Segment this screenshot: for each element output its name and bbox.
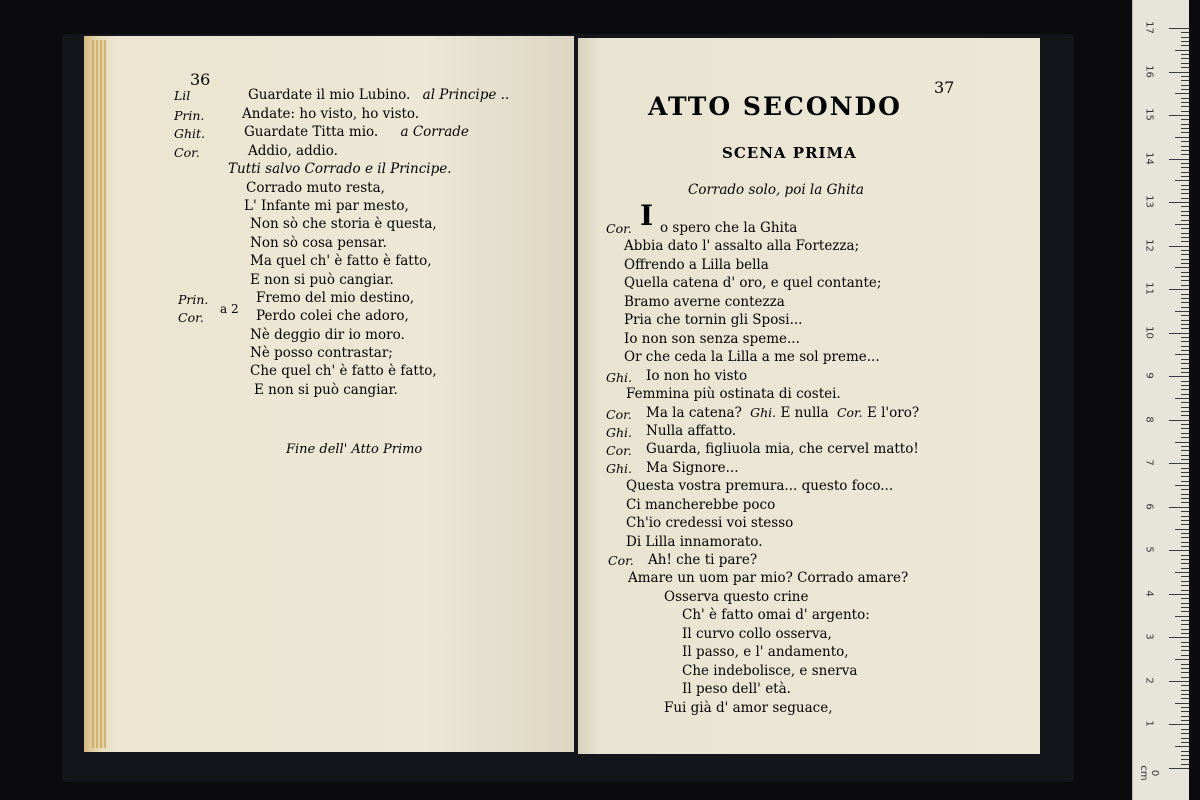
verse-line: Guardate Titta mio. a Corrade <box>244 124 469 140</box>
ruler-label: 8 <box>1143 416 1155 423</box>
ruler-tick <box>1181 350 1189 351</box>
verse-line: Femmina più ostinata di costei. <box>626 386 841 402</box>
ruler-tick <box>1181 498 1189 499</box>
ruler-tick <box>1175 180 1189 181</box>
ruler-tick <box>1181 568 1189 569</box>
ruler-tick <box>1175 50 1189 51</box>
verse-line: Che indebolisce, e snerva <box>682 663 858 679</box>
ruler-tick <box>1181 389 1189 390</box>
ruler-tick <box>1169 333 1189 334</box>
verse-line: Nulla affatto. <box>646 423 737 439</box>
ruler-tick <box>1181 581 1189 582</box>
verse-line: Ma la catena? Ghi. E nulla Cor. E l'oro? <box>646 405 920 421</box>
ruler-tick <box>1181 755 1189 756</box>
ruler-tick <box>1169 72 1189 73</box>
ruler-tick <box>1181 106 1189 107</box>
ruler-tick <box>1181 668 1189 669</box>
ruler-tick <box>1181 307 1189 308</box>
ruler-label: 2 <box>1143 677 1155 684</box>
ruler-tick <box>1181 119 1189 120</box>
verse-line: Nè deggio dir io moro. <box>250 327 405 343</box>
verse-line: Nè posso contrastar; <box>250 345 393 361</box>
ruler-tick <box>1181 555 1189 556</box>
ruler-tick <box>1169 159 1189 160</box>
verse-line: Io non ho visto <box>646 368 748 384</box>
ruler-tick <box>1181 206 1189 207</box>
ruler-tick <box>1181 128 1189 129</box>
ruler-tick <box>1169 420 1189 421</box>
ruler-tick <box>1181 633 1189 634</box>
ruler-tick <box>1181 124 1189 125</box>
ruler-tick <box>1181 141 1189 142</box>
ruler-label: 7 <box>1143 459 1155 466</box>
speaker-label: Prin. <box>178 292 209 307</box>
ruler-tick <box>1175 746 1189 747</box>
ruler-tick <box>1181 359 1189 360</box>
ruler-tick <box>1181 624 1189 625</box>
ruler-tick <box>1181 428 1189 429</box>
ruler-tick <box>1181 524 1189 525</box>
ruler-tick <box>1181 254 1189 255</box>
ruler-tick <box>1181 185 1189 186</box>
verse-line: Abbia dato l' assalto alla Fortezza; <box>624 238 860 254</box>
ruler-tick <box>1181 363 1189 364</box>
speaker-label: Ghi. <box>606 370 633 385</box>
ruler-tick <box>1181 711 1189 712</box>
ruler-tick <box>1181 346 1189 347</box>
ruler-tick <box>1181 263 1189 264</box>
verse-line: Che quel ch' è fatto è fatto, <box>250 363 437 379</box>
speaker-label: Cor. <box>608 553 634 568</box>
scene-title: SCENA PRIMA <box>722 144 857 162</box>
verse-line: Il peso dell' età. <box>682 681 791 697</box>
act-title: ATTO SECONDO <box>648 92 902 121</box>
ruler-label: 13 <box>1143 195 1155 208</box>
ruler-label: 3 <box>1143 633 1155 641</box>
verse-line: Ch'io credessi voi stesso <box>626 515 794 531</box>
ruler-tick <box>1175 137 1189 138</box>
ruler-tick <box>1181 328 1189 329</box>
drop-cap: I <box>640 199 654 232</box>
ruler-label: 1 <box>1143 720 1155 728</box>
ruler-tick <box>1181 468 1189 469</box>
verse-line: Ma quel ch' è fatto è fatto, <box>250 253 432 269</box>
verse-line: Ah! che ti pare? <box>648 552 758 568</box>
verse-line: Ma Signore... <box>646 460 739 476</box>
ruler-tick <box>1169 115 1189 116</box>
page-number-left: 36 <box>190 70 211 89</box>
verse-line: Ci mancherebbe poco <box>626 497 776 513</box>
a-due-marker: a 2 <box>220 302 239 316</box>
ruler-tick <box>1181 368 1189 369</box>
ruler-tick <box>1181 650 1189 651</box>
ruler-tick <box>1181 720 1189 721</box>
ruler-tick <box>1181 511 1189 512</box>
speaker-label: Ghi. <box>606 425 633 440</box>
ruler-tick <box>1169 507 1189 508</box>
ruler-tick <box>1181 642 1189 643</box>
ruler-tick <box>1181 611 1189 612</box>
ruler-tick <box>1181 585 1189 586</box>
ruler-tick <box>1181 646 1189 647</box>
speaker-label: Lil <box>174 88 191 103</box>
ruler-tick <box>1181 559 1189 560</box>
ruler-tick <box>1181 437 1189 438</box>
ruler-tick <box>1181 694 1189 695</box>
ruler-tick <box>1181 764 1189 765</box>
ruler-tick <box>1181 685 1189 686</box>
ruler-tick <box>1181 324 1189 325</box>
ruler-tick <box>1181 738 1189 739</box>
ruler-tick <box>1181 241 1189 242</box>
ruler-tick <box>1181 433 1189 434</box>
speaker-label: Ghi. <box>606 461 633 476</box>
ruler-tick <box>1181 154 1189 155</box>
verse-line: Offrendo a Lilla bella <box>624 257 769 273</box>
ruler-tick <box>1181 603 1189 604</box>
verse-line: Perdo colei che adoro, <box>256 308 409 324</box>
ruler-tick <box>1181 228 1189 229</box>
ruler-label: 15 <box>1143 108 1155 121</box>
ruler-tick <box>1181 394 1189 395</box>
ruler-tick <box>1181 607 1189 608</box>
ruler-tick <box>1181 193 1189 194</box>
ruler-tick <box>1181 494 1189 495</box>
ruler-tick <box>1181 45 1189 46</box>
ruler-tick <box>1181 58 1189 59</box>
ruler-tick <box>1181 546 1189 547</box>
page-edges <box>92 40 106 748</box>
verse-line: Guarda, figliuola mia, che cervel matto! <box>646 441 919 457</box>
ruler-label: 10 <box>1143 325 1155 339</box>
ruler-label: 16 <box>1143 64 1155 78</box>
ruler-tick <box>1169 289 1189 290</box>
speaker-label: Cor. <box>174 145 200 160</box>
ruler-tick <box>1181 132 1189 133</box>
verse-line: Osserva questo crine <box>664 589 809 605</box>
ruler-tick <box>1181 590 1189 591</box>
stage-direction: Tutti salvo Corrado e il Principe. <box>228 161 452 177</box>
ruler-tick <box>1175 442 1189 443</box>
verse-line: o spero che la Ghita <box>660 220 798 236</box>
ruler-tick <box>1181 707 1189 708</box>
ruler-tick <box>1181 233 1189 234</box>
ruler-tick <box>1181 677 1189 678</box>
ruler-tick <box>1181 655 1189 656</box>
ruler-tick <box>1181 446 1189 447</box>
ruler-tick <box>1175 267 1189 268</box>
ruler-tick <box>1181 294 1189 295</box>
verse-line: Il curvo collo osserva, <box>682 626 832 642</box>
ruler-tick <box>1181 54 1189 55</box>
ruler-tick <box>1175 616 1189 617</box>
ruler-tick <box>1181 742 1189 743</box>
ruler-tick <box>1181 520 1189 521</box>
verse-line: Questa vostra premura... questo foco... <box>626 478 894 494</box>
verse-line: Andate: ho visto, ho visto. <box>242 106 420 122</box>
ruler-tick <box>1175 398 1189 399</box>
ruler-tick <box>1181 102 1189 103</box>
ruler-tick <box>1175 311 1189 312</box>
ruler-tick <box>1181 280 1189 281</box>
ruler-label: 5 <box>1143 546 1155 554</box>
ruler-tick <box>1181 302 1189 303</box>
ruler-tick <box>1181 215 1189 216</box>
verse-line: Quella catena d' oro, e quel contante; <box>624 275 882 291</box>
ruler-tick <box>1181 629 1189 630</box>
verse-line: Non sò cosa pensar. <box>250 235 387 251</box>
ruler-tick <box>1181 211 1189 212</box>
ruler-tick <box>1181 385 1189 386</box>
speaker-label: Prin. <box>174 108 205 123</box>
ruler-label: 9 <box>1143 372 1155 379</box>
ruler-tick <box>1181 516 1189 517</box>
ruler-tick <box>1181 620 1189 621</box>
verse-line: Or che ceda la Lilla a me sol preme... <box>624 349 880 365</box>
ruler-label: 17 <box>1143 21 1155 34</box>
ruler-tick <box>1181 598 1189 599</box>
ruler-tick <box>1181 381 1189 382</box>
verse-line: Fui già d' amor seguace, <box>664 700 833 716</box>
verse-line: Amare un uom par mio? Corrado amare? <box>628 570 909 586</box>
verse-line: Io non son senza speme... <box>624 331 800 347</box>
verse-line: E non si può cangiar. <box>250 272 394 288</box>
ruler-tick <box>1181 80 1189 81</box>
ruler-tick <box>1181 41 1189 42</box>
ruler-tick <box>1169 550 1189 551</box>
ruler-tick <box>1169 768 1189 769</box>
ruler-tick <box>1181 459 1189 460</box>
ruler-tick <box>1175 93 1189 94</box>
ruler-tick <box>1181 481 1189 482</box>
ruler-tick <box>1175 354 1189 355</box>
ruler-tick <box>1181 533 1189 534</box>
ruler-tick <box>1181 315 1189 316</box>
ruler-tick <box>1181 37 1189 38</box>
ruler-tick <box>1169 202 1189 203</box>
ruler-tick <box>1181 542 1189 543</box>
ruler-tick <box>1181 537 1189 538</box>
ruler-label: 4 <box>1143 590 1155 597</box>
ruler-tick <box>1181 424 1189 425</box>
ruler-tick <box>1169 637 1189 638</box>
verse-line: Corrado muto resta, <box>246 180 385 196</box>
ruler-tick <box>1181 272 1189 273</box>
ruler-tick <box>1181 285 1189 286</box>
verse-line: Non sò che storia è questa, <box>250 216 437 232</box>
ruler-tick <box>1169 594 1189 595</box>
ruler-tick <box>1181 98 1189 99</box>
ruler-tick <box>1181 85 1189 86</box>
ruler-tick <box>1181 690 1189 691</box>
ruler-tick <box>1169 463 1189 464</box>
ruler-tick <box>1181 163 1189 164</box>
ruler-tick <box>1181 664 1189 665</box>
ruler-tick <box>1181 407 1189 408</box>
ruler-tick <box>1175 224 1189 225</box>
ruler-tick <box>1181 341 1189 342</box>
speaker-label: Cor. <box>178 310 204 325</box>
verse-line: Di Lilla innamorato. <box>626 534 763 550</box>
ruler-tick <box>1181 372 1189 373</box>
ruler-tick <box>1181 455 1189 456</box>
speaker-label: Ghit. <box>174 126 206 141</box>
ruler-tick <box>1181 63 1189 64</box>
ruler-tick <box>1181 32 1189 33</box>
ruler-tick <box>1181 176 1189 177</box>
ruler-tick <box>1175 659 1189 660</box>
ruler-tick <box>1181 729 1189 730</box>
ruler-tick <box>1181 450 1189 451</box>
ruler-label: 14 <box>1143 151 1155 165</box>
verse-line: E non si può cangiar. <box>254 382 398 398</box>
ruler-tick <box>1181 89 1189 90</box>
ruler-tick <box>1175 572 1189 573</box>
ruler-tick <box>1181 733 1189 734</box>
ruler-tick <box>1181 237 1189 238</box>
ruler-tick <box>1181 67 1189 68</box>
ruler-tick <box>1181 76 1189 77</box>
verse-line: Bramo averne contezza <box>624 294 785 310</box>
ruler-label: 11 <box>1143 282 1155 296</box>
ruler-tick <box>1169 28 1189 29</box>
ruler-tick <box>1175 485 1189 486</box>
ruler-tick <box>1181 220 1189 221</box>
ruler-label: 0 cm <box>1138 765 1160 781</box>
end-of-act-note: Fine dell' Atto Primo <box>286 442 423 457</box>
ruler-tick <box>1181 172 1189 173</box>
ruler-tick <box>1181 402 1189 403</box>
ruler-tick <box>1169 681 1189 682</box>
speaker-label: Cor. <box>606 407 632 422</box>
verse-line: L' Infante mi par mesto, <box>244 198 409 214</box>
ruler-tick <box>1181 189 1189 190</box>
verse-line: Fremo del mio destino, <box>256 290 415 306</box>
speaker-label: Cor. <box>606 221 632 236</box>
ruler-tick <box>1181 698 1189 699</box>
ruler-tick <box>1181 250 1189 251</box>
ruler-tick <box>1181 198 1189 199</box>
ruler-tick <box>1175 529 1189 530</box>
verse-line: Il passo, e l' andamento, <box>682 644 849 660</box>
ruler-tick <box>1181 167 1189 168</box>
ruler-tick <box>1181 751 1189 752</box>
ruler-label: 12 <box>1143 238 1155 252</box>
verse-line: Pria che tornin gli Sposi... <box>624 312 803 328</box>
ruler-tick <box>1181 259 1189 260</box>
ruler-tick <box>1181 411 1189 412</box>
ruler-tick <box>1181 111 1189 112</box>
ruler-tick <box>1181 716 1189 717</box>
ruler-label: 6 <box>1143 503 1155 510</box>
ruler-tick <box>1175 703 1189 704</box>
ruler-tick <box>1181 759 1189 760</box>
verse-line: Addio, addio. <box>248 143 338 159</box>
ruler-tick <box>1181 489 1189 490</box>
ruler-tick <box>1181 672 1189 673</box>
ruler-tick <box>1181 150 1189 151</box>
scene-stage-direction: Corrado solo, poi la Ghita <box>688 182 864 198</box>
speaker-label: Cor. <box>606 443 632 458</box>
ruler-tick <box>1181 276 1189 277</box>
ruler-tick <box>1181 576 1189 577</box>
ruler-tick <box>1169 376 1189 377</box>
ruler-tick <box>1181 502 1189 503</box>
page-number-right: 37 <box>934 78 955 97</box>
ruler-tick <box>1181 298 1189 299</box>
ruler-tick <box>1169 246 1189 247</box>
ruler-tick <box>1169 724 1189 725</box>
ruler-tick <box>1181 472 1189 473</box>
ruler-tick <box>1181 320 1189 321</box>
ruler-tick <box>1181 415 1189 416</box>
measuring-ruler <box>1132 0 1189 800</box>
ruler-tick <box>1181 563 1189 564</box>
verse-line: Ch' è fatto omai d' argento: <box>682 607 870 623</box>
ruler-tick <box>1181 337 1189 338</box>
ruler-tick <box>1181 476 1189 477</box>
verse-line: Guardate il mio Lubino. al Principe .. <box>248 87 510 103</box>
ruler-tick <box>1181 146 1189 147</box>
